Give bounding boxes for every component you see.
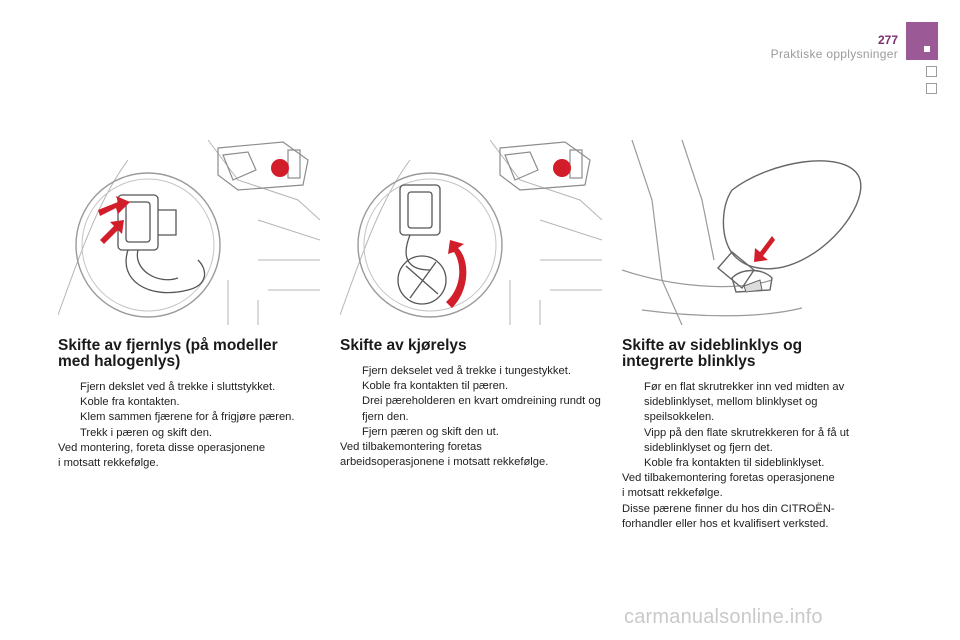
step-item [58,426,328,441]
note-line: Ved tilbakemontering foretas operasjonene [622,472,835,485]
section-title-high-beam [58,338,328,370]
step-text: Koble fra kontakten til pæren. [362,380,509,393]
title-line-1: Skifte av sideblinklys og [622,337,803,354]
title-line-2: integrerte blinklys [622,353,756,370]
chapter-tab-box-2 [926,83,937,94]
section-high-beam [58,338,328,471]
note-line: Ved tilbakemontering foretas [340,441,482,454]
step-text: Koble fra kontakten. [80,396,180,409]
note-line: i motsatt rekkefølge. [58,457,159,470]
step-text: Før en flat skrutrekker inn ved midten av sideblinklyset, mellom blinklyset og speilsokkelen. [644,381,845,424]
section-daytime-lights [340,338,610,470]
note-line: forhandler eller hos et kvalifisert verksted. [622,517,829,530]
step-item [58,380,328,395]
step-text: Klem sammen fjærene for å frigjøre pæren. [80,411,295,424]
step-item [622,380,880,426]
note-line: arbeidsoperasjonene i motsatt rekkefølge. [340,456,549,469]
title-line-1: Skifte av kjørelys [340,337,467,354]
step-item [340,394,612,424]
chapter-tab [906,22,938,60]
steps-list [622,380,884,471]
headlamp-illustration [58,140,320,325]
chapter-tab-box-1 [926,66,937,77]
title-line-2: med halogenlys) [58,353,181,370]
step-text: Koble fra kontakten til sideblinklyset. [644,457,825,470]
rotate-arrow-icon [446,240,466,308]
step-item [340,425,610,440]
chapter-tab-marker [924,46,930,52]
highlight-dot-icon [553,159,571,177]
daylight-lamp-illustration [340,140,602,325]
arrow-screwdriver-icon [754,236,775,262]
section-title-daytime-lights [340,338,610,354]
step-text: Fjern dekselet ved å trekke i tungestykket. [362,365,571,377]
arrow-down-icon [98,196,130,216]
page-number: 277 [877,33,898,47]
note-line: i motsatt rekkefølge. [622,487,723,500]
section-title: Praktiske opplysninger [770,47,898,61]
step-item [622,456,884,471]
section-side-indicators [622,338,884,532]
step-text: Drei pæreholderen en kvart omdreining rundt og fjern den. [362,395,601,423]
note-line: Ved montering, foreta disse operasjonene [58,441,266,454]
steps-list [340,364,610,440]
step-item [340,379,610,394]
title-line-1: Skifte av fjernlys (på modeller [58,337,278,354]
step-text: Trekk i pæren og skift den. [80,426,213,439]
step-text: Vipp på den flate skrutrekkeren for å få ut sideblinklyset og fjern det. [644,426,850,454]
step-text: Fjern dekslet ved å trekke i sluttstykket. [80,381,276,393]
arrow-up-icon [100,220,124,244]
step-item [58,410,328,425]
note-line: Disse pærene finner du hos din CITROËN- [622,502,835,515]
watermark-text: carmanualsonline.info [624,606,823,628]
section-title-side-indicators [622,338,884,370]
mirror-indicator-illustration [622,140,884,325]
step-item [58,395,328,410]
steps-list [58,380,328,441]
step-text: Fjern pæren og skift den ut. [362,425,499,438]
step-item [622,426,884,456]
step-item [340,364,610,379]
highlight-dot-icon [271,159,289,177]
